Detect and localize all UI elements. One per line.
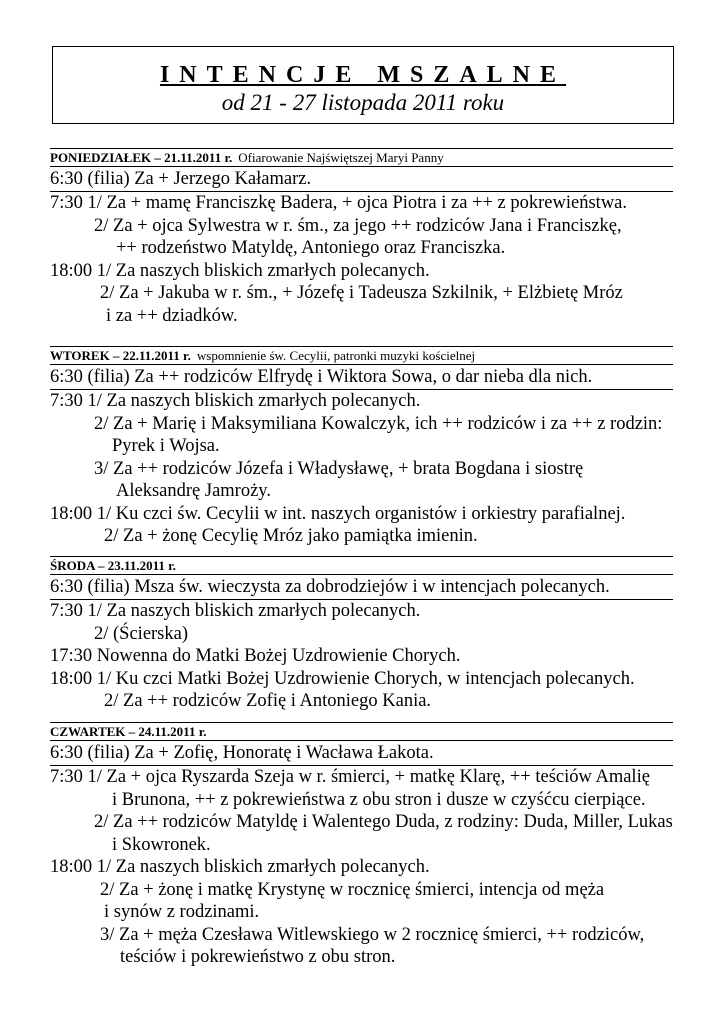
intention-line: teściów i pokrewieństwo z obu stron. (120, 947, 396, 967)
intention-line: 2/ Za ++ rodziców Matyldę i Walentego Duda, z rodziny: Duda, Miller, Lukas (94, 812, 673, 832)
day-section-monday (50, 148, 673, 327)
day-heading-date: CZWARTEK – 24.11.2011 r. (50, 724, 207, 739)
intention-line: 18:00 1/ Ku czci Matki Bożej Uzdrowienie Chorych, w intencjach polecanych. (50, 668, 635, 689)
title-box (52, 46, 674, 124)
day-section-tuesday (50, 346, 673, 548)
day-heading (50, 556, 673, 575)
intention-line: i synów z rodzinami. (104, 902, 260, 922)
intention-line: 3/ Za ++ rodziców Józefa i Władysławę, + brata Bogdana i siostrę (94, 458, 584, 479)
intention-line: 17:30 Nowenna do Matki Bożej Uzdrowienie Chorych. (50, 646, 461, 666)
intention-line: i Brunona, ++ z pokrewieństwa z obu stron i dusze w czyśćcu cierpiące. (112, 789, 646, 810)
intention-line: 2/ Za + ojca Sylwestra w r. śm., za jego ++ rodziców Jana i Franciszkę, (94, 215, 622, 236)
day-heading (50, 722, 673, 741)
intention-line: 2/ (Ścierska) (94, 623, 189, 644)
intention-line: Aleksandrę Jamroży. (116, 481, 271, 501)
filia-mass-line: 6:30 (filia) Msza św. wieczysta za dobrodziejów i w intencjach polecanych. (50, 575, 673, 600)
intention-line: 7:30 1/ Za naszych bliskich zmarłych polecanych. (50, 601, 421, 621)
intention-line: 18:00 1/ Za naszych bliskich zmarłych polecanych. (50, 857, 430, 877)
intention-line: Pyrek i Wojsa. (112, 436, 220, 456)
day-heading-date: WTOREK – 22.11.2011 r. (50, 348, 191, 363)
day-heading-date: ŚRODA – 23.11.2011 r. (50, 558, 176, 573)
day-heading (50, 346, 673, 365)
intention-line: 2/ Za + żonę Cecylię Mróz jako pamiątka imienin. (104, 526, 478, 546)
page-subtitle: od 21 - 27 listopada 2011 roku (221, 90, 505, 115)
intention-line: 2/ Za + Marię i Maksymiliana Kowalczyk, ich ++ rodziców i za ++ z rodzin: (94, 413, 663, 434)
intention-line: 3/ Za + męża Czesława Witlewskiego w 2 rocznicę śmierci, ++ rodziców, (100, 924, 645, 945)
intention-line: 7:30 1/ Za + mamę Franciszkę Badera, + ojca Piotra i za ++ z pokrewieństwa. (50, 193, 628, 213)
day-section-wednesday (50, 556, 673, 713)
intention-line: 2/ Za + żonę i matkę Krystynę w rocznicę śmierci, intencja od męża (100, 879, 605, 900)
filia-mass-line: 6:30 (filia) Za + Jerzego Kałamarz. (50, 167, 673, 192)
intention-line: i za ++ dziadków. (106, 305, 238, 326)
intention-line: 18:00 1/ Ku czci św. Cecylii w int. naszych organistów i orkiestry parafialnej. (50, 503, 626, 524)
intention-line: ++ rodzeństwo Matyldę, Antoniego oraz Franciszka. (116, 238, 506, 258)
intention-line: 2/ Za + Jakuba w r. śm., + Józefę i Tadeusza Szkilnik, + Elżbietę Mróz (100, 283, 623, 303)
day-heading-note: Ofiarowanie Najświętszej Maryi Panny (238, 150, 444, 165)
day-heading-date: PONIEDZIAŁEK – 21.11.2011 r. (50, 150, 233, 165)
day-heading (50, 148, 673, 167)
day-section-thursday (50, 722, 673, 969)
day-heading-note: wspomnienie św. Cecylii, patronki muzyki kościelnej (196, 348, 476, 363)
filia-mass-line: 6:30 (filia) Za ++ rodziców Elfrydę i Wiktora Sowa, o dar nieba dla nich. (50, 365, 673, 390)
intention-line: 2/ Za ++ rodziców Zofię i Antoniego Kania. (104, 691, 432, 711)
filia-mass-line: 6:30 (filia) Za + Zofię, Honoratę i Wacława Łakota. (50, 741, 673, 766)
page-title: INTENCJE MSZALNE (159, 62, 567, 88)
intention-line: i Skowronek. (112, 834, 211, 855)
intention-line: 7:30 1/ Za naszych bliskich zmarłych polecanych. (50, 391, 421, 411)
intention-line: 7:30 1/ Za + ojca Ryszarda Szeja w r. śmierci, + matkę Klarę, ++ teściów Amalię (50, 767, 650, 787)
intention-line: 18:00 1/ Za naszych bliskich zmarłych polecanych. (50, 260, 430, 281)
